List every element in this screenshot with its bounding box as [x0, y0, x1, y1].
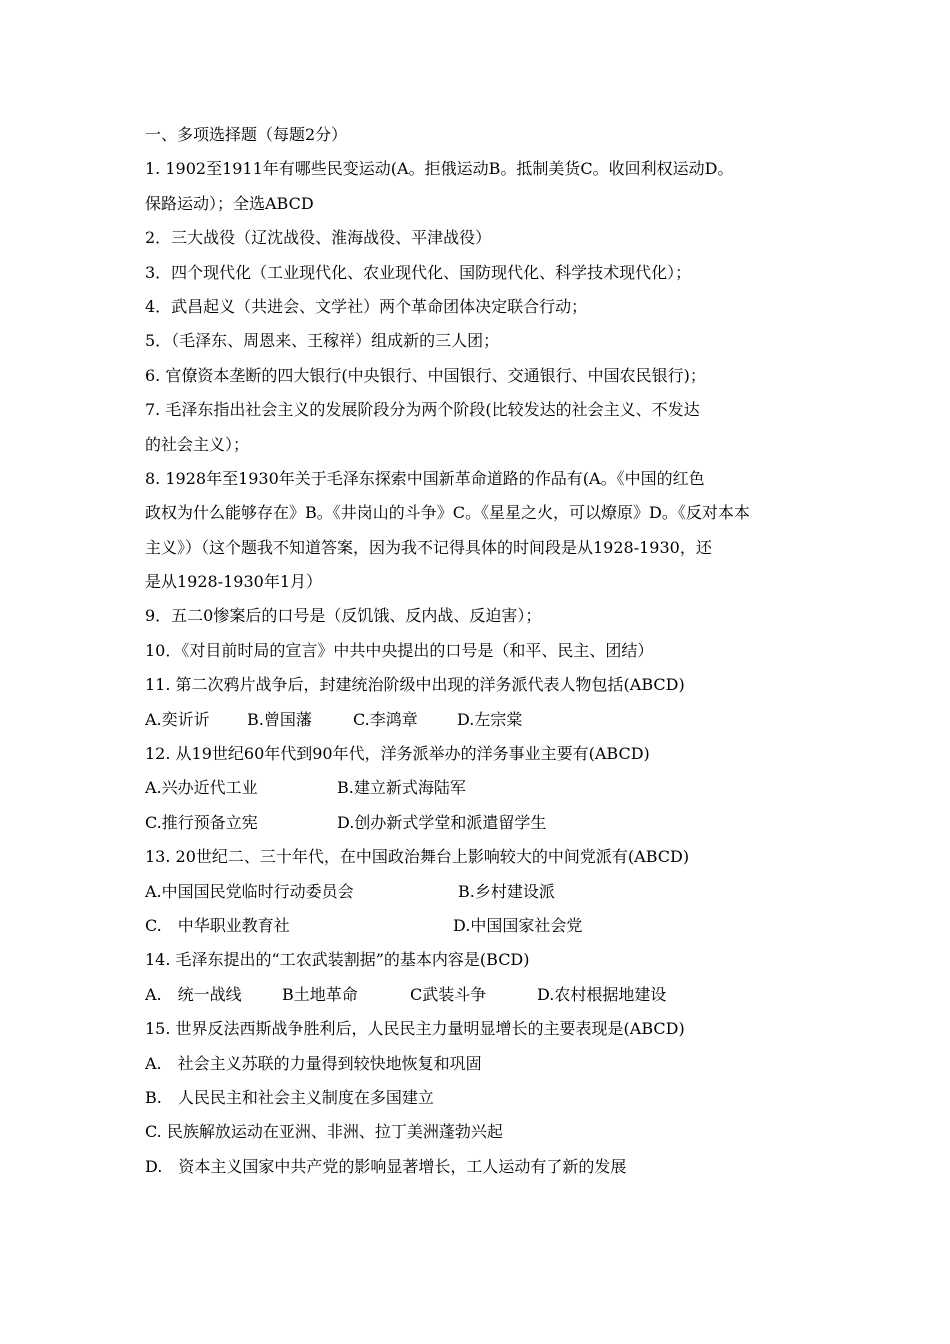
question-13-options-row-1 [145, 875, 815, 909]
question-1-line-1: 1. 1902至1911年有哪些民变运动(A。拒俄运动B。抵制美货C。收回利权运动D。 [145, 159, 734, 179]
option-d: D.创办新式学堂和派遣留学生 [337, 812, 547, 832]
question-14-options [145, 978, 815, 1012]
question-12-options-row-1 [145, 771, 815, 805]
question-5: 5．（毛泽东、周恩来、王稼祥）组成新的三人团； [145, 331, 500, 351]
option-b: B.曾国藩 [247, 709, 312, 729]
section-heading: 一、多项选择题（每题2分） [145, 125, 348, 144]
option-c: C. 民族解放运动在亚洲、非洲、拉丁美洲蓬勃兴起 [145, 1122, 503, 1142]
option-a: A.兴办近代工业 [145, 778, 258, 798]
option-b: B. 人民民主和社会主义制度在多国建立 [145, 1087, 434, 1107]
question-14-stem: 14. 毛泽东提出的“工农武装割据”的基本内容是(BCD) [145, 950, 530, 970]
option-d: D.中国国家社会党 [453, 915, 583, 935]
question-11-options [145, 703, 815, 737]
option-c: C. 中华职业教育社 [145, 915, 290, 935]
question-1-line-2: 保路运动）；全选ABCD [145, 193, 314, 213]
option-d: D.农村根据地建设 [537, 984, 667, 1004]
option-b: B土地革命 [282, 984, 358, 1004]
question-12-stem: 12. 从19世纪60年代到90年代，洋务派举办的洋务事业主要有(ABCD) [145, 744, 650, 764]
question-8-line-4: 是从1928-1930年1月） [145, 572, 323, 592]
question-9: 9．五二0惨案后的口号是（反饥饿、反内战、反迫害）； [145, 606, 542, 626]
question-12-options-row-2 [145, 806, 815, 840]
question-2: 2．三大战役（辽沈战役、淮海战役、平津战役） [145, 228, 492, 248]
option-b: B.建立新式海陆军 [337, 778, 466, 798]
question-13-stem: 13. 20世纪二、三十年代，在中国政治舞台上影响较大的中间党派有(ABCD) [145, 847, 690, 867]
option-a: A.奕䜣䜣 [145, 709, 210, 729]
option-c: C.推行预备立宪 [145, 812, 258, 832]
option-c: C.李鸿章 [353, 709, 418, 729]
option-b: B.乡村建设派 [458, 881, 555, 901]
question-8-line-1: 8. 1928年至1930年关于毛泽东探索中国新革命道路的作品有(A。《中国的红色 [145, 468, 705, 488]
option-a: A. 社会主义苏联的力量得到较快地恢复和巩固 [145, 1053, 482, 1073]
question-7-line-2: 的社会主义）； [145, 434, 250, 454]
question-11-stem: 11. 第二次鸦片战争后，封建统治阶级中出现的洋务派代表人物包括(ABCD) [145, 675, 685, 695]
option-c: C武装斗争 [410, 984, 487, 1004]
question-8-line-2: 政权为什么能够存在》B。《井岗山的斗争》C。《星星之火，可以燎原》D。《反对本本 [145, 503, 750, 523]
option-a: A.中国国民党临时行动委员会 [145, 881, 354, 901]
question-13-options-row-2 [145, 909, 815, 943]
question-10: 10．《对目前时局的宣言》中共中央提出的口号是（和平、民主、团结） [145, 640, 654, 660]
question-15-stem: 15. 世界反法西斯战争胜利后，人民民主力量明显增长的主要表现是(ABCD) [145, 1019, 685, 1039]
option-d: D.左宗棠 [457, 709, 523, 729]
question-8-line-3: 主义》）（这个题我不知道答案，因为我不记得具体的时间段是从1928-1930，还 [145, 537, 712, 557]
question-list [145, 118, 815, 1184]
question-7-line-1: 7. 毛泽东指出社会主义的发展阶段分为两个阶段(比较发达的社会主义、不发达 [145, 400, 700, 420]
question-4: 4．武昌起义（共进会、文学社）两个革命团体决定联合行动； [145, 296, 588, 316]
option-d: D. 资本主义国家中共产党的影响显著增长，工人运动有了新的发展 [145, 1156, 627, 1176]
option-a: A. 统一战线 [145, 984, 242, 1004]
question-3: 3．四个现代化（工业现代化、农业现代化、国防现代化、科学技术现代化）； [145, 262, 692, 282]
question-6: 6. 官僚资本垄断的四大银行(中央银行、中国银行、交通银行、中国农民银行)； [145, 365, 706, 385]
